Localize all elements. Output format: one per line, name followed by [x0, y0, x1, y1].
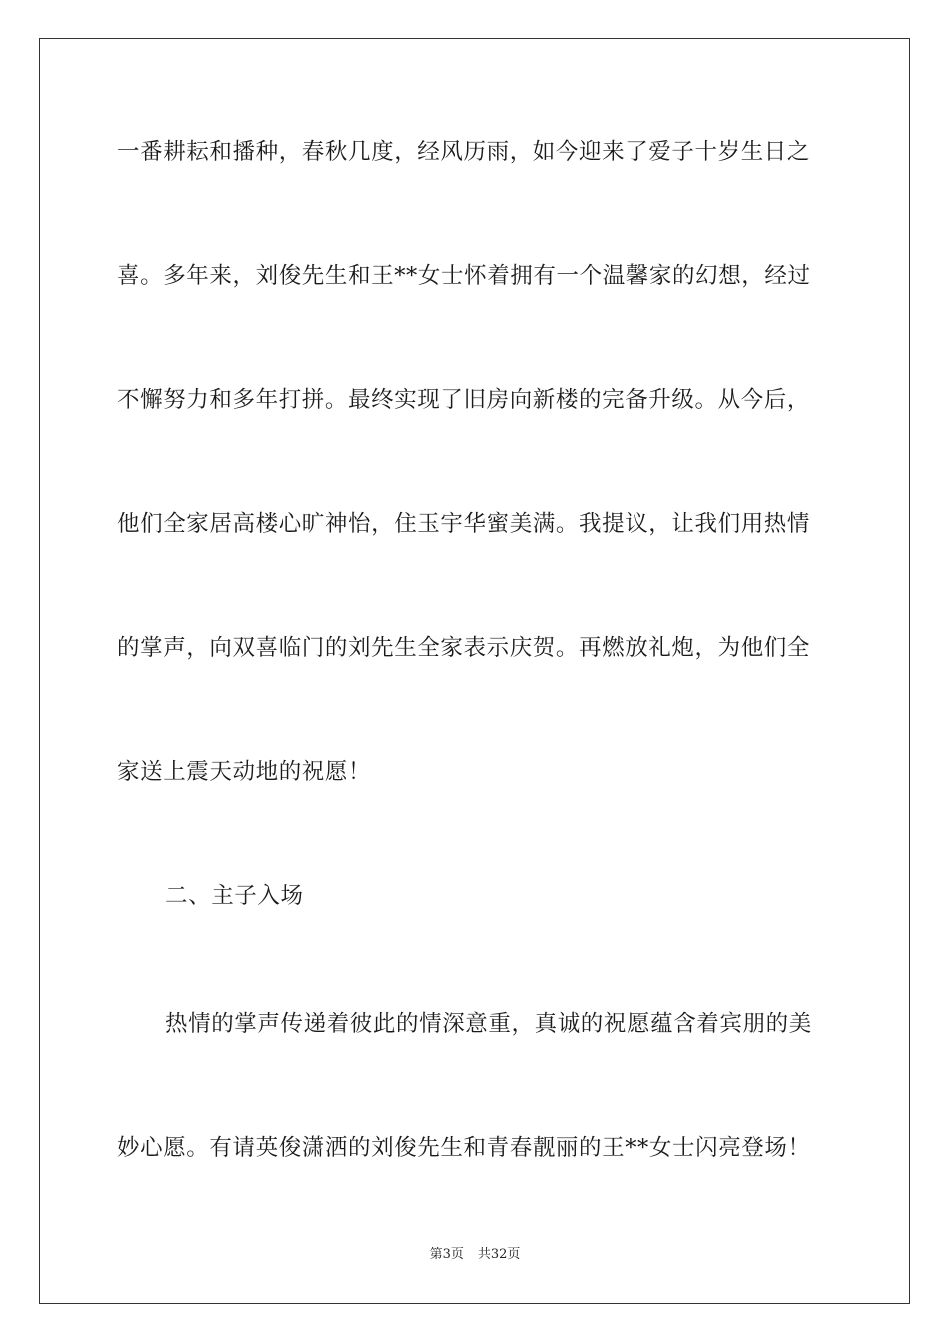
body-text-line-2: 喜。多年来，刘俊先生和王**女士怀着拥有一个温馨家的幻想，经过: [117, 263, 811, 289]
page-total: 共32页: [477, 1247, 521, 1262]
section-text-line-2: 妙心愿。有请英俊潇洒的刘俊先生和青春靓丽的王**女士闪亮登场！: [117, 1135, 811, 1161]
body-text-line-4: 他们全家居高楼心旷神怡，住玉宇华蜜美满。我提议，让我们用热情: [117, 511, 811, 537]
section-heading: 二、主子入场: [165, 883, 304, 909]
page-footer: [0, 1246, 950, 1264]
section-text-line-1: 热情的掌声传递着彼此的情深意重，真诚的祝愿蕴含着宾朋的美: [165, 1011, 812, 1037]
page-number: 第3页: [429, 1247, 464, 1262]
body-text-line-1: 一番耕耘和播种，春秋几度，经风历雨，如今迎来了爱子十岁生日之: [117, 139, 811, 165]
body-text-line-3: 不懈努力和多年打拼。最终实现了旧房向新楼的完备升级。从今后，: [117, 387, 811, 413]
body-text-line-5: 的掌声，向双喜临门的刘先生全家表示庆贺。再燃放礼炮，为他们全: [117, 635, 811, 661]
page-border: [39, 38, 910, 1304]
body-text-line-6: 家送上震天动地的祝愿！: [117, 759, 372, 785]
